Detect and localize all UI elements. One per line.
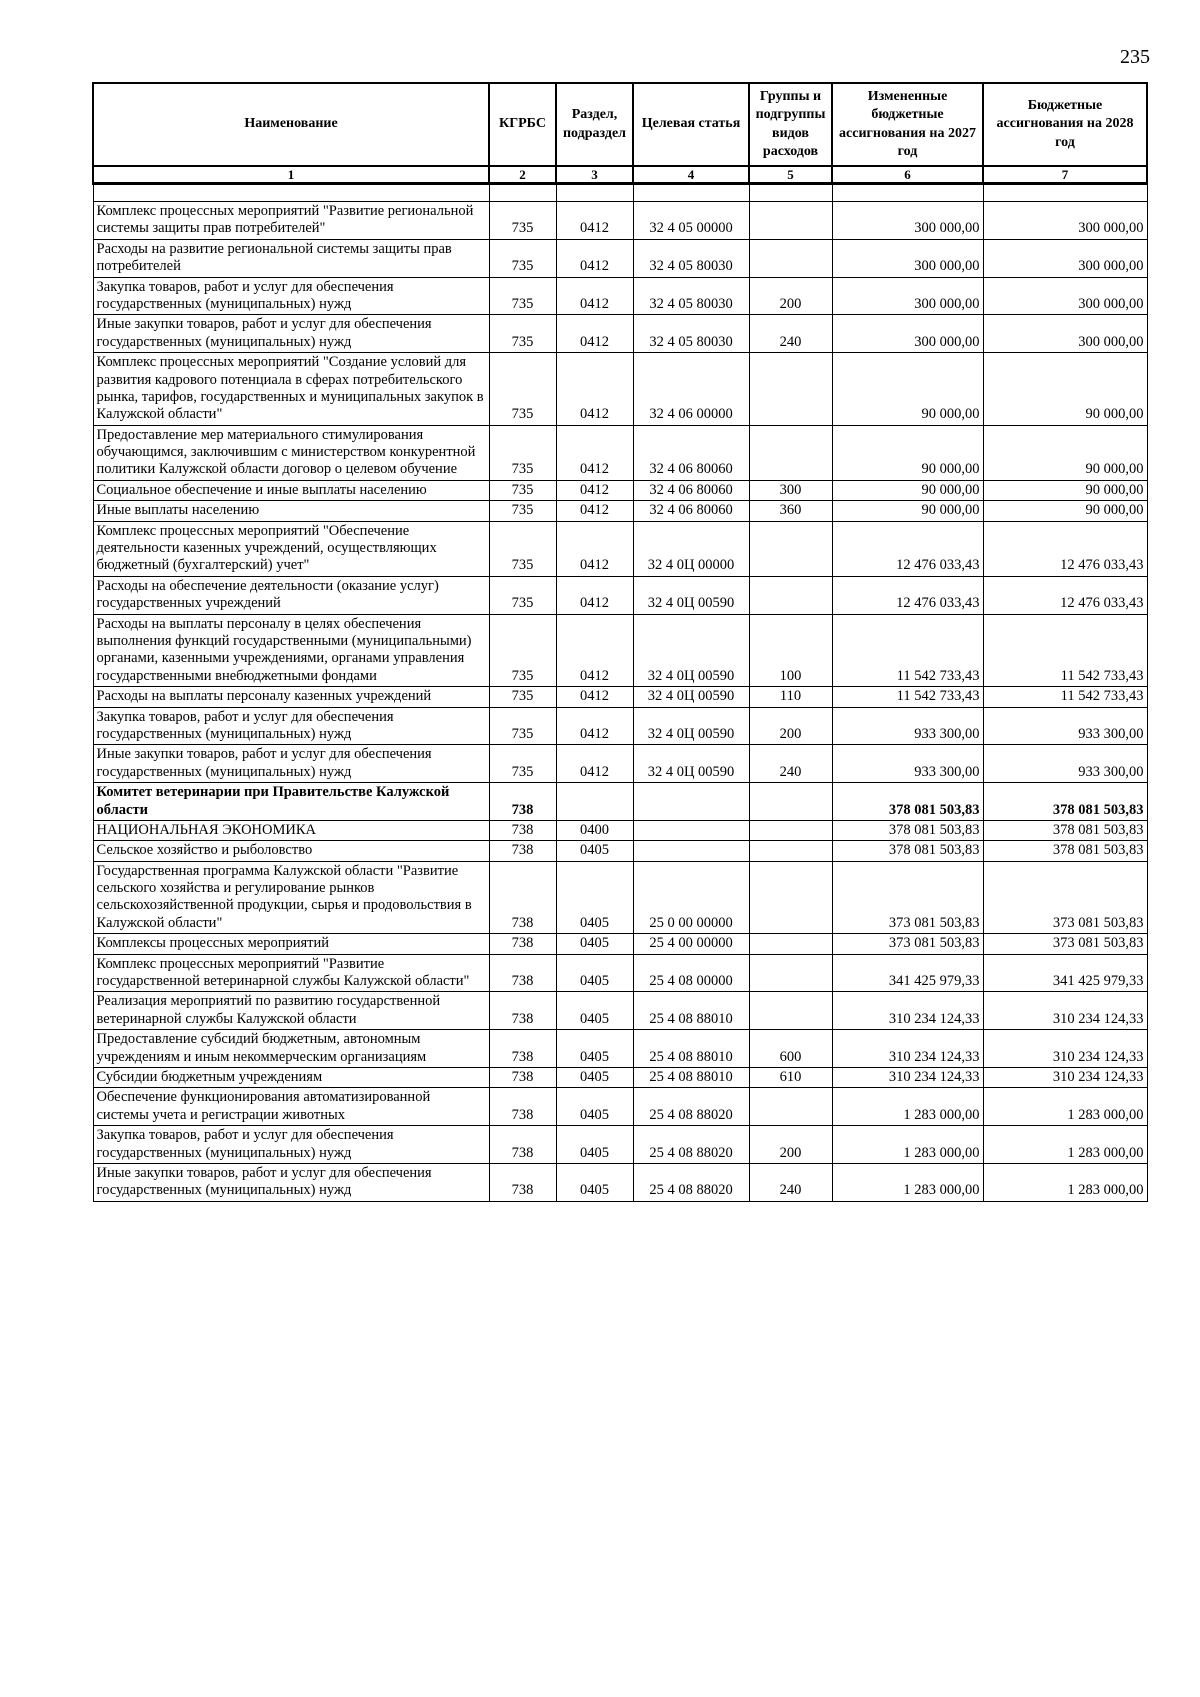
cell-amount-2027: 378 081 503,83 (832, 820, 983, 840)
cell-kgrbs: 735 (489, 353, 556, 426)
cell-amount-2027: 933 300,00 (832, 707, 983, 745)
cell-kgrbs: 738 (489, 783, 556, 821)
cell-statya: 32 4 06 00000 (633, 353, 749, 426)
table-row (93, 315, 1147, 353)
cell-name: Закупка товаров, работ и услуг для обеспечения государственных (муниципальных) нужд (93, 707, 489, 745)
cell-amount-2027: 378 081 503,83 (832, 783, 983, 821)
cell-statya: 25 4 08 88020 (633, 1163, 749, 1201)
cell-amount-2028: 90 000,00 (983, 425, 1147, 480)
cell-kgrbs: 738 (489, 1088, 556, 1126)
cell-kgrbs: 738 (489, 992, 556, 1030)
cell-vid (749, 576, 832, 614)
cell-statya: 25 4 08 88010 (633, 992, 749, 1030)
cell-statya: 25 4 08 00000 (633, 954, 749, 992)
table-row (93, 1126, 1147, 1164)
cell-kgrbs: 735 (489, 745, 556, 783)
cell-razdel: 0412 (556, 480, 633, 500)
cell-vid (749, 954, 832, 992)
cell-kgrbs: 735 (489, 576, 556, 614)
cell-amount-2028: 310 234 124,33 (983, 1067, 1147, 1087)
cell-name: Комплекс процессных мероприятий "Развитие государственной ветеринарной службы Калужской области" (93, 954, 489, 992)
cell-amount-2027: 11 542 733,43 (832, 614, 983, 687)
cell-razdel: 0412 (556, 521, 633, 576)
cell-amount-2027: 12 476 033,43 (832, 521, 983, 576)
cell-amount-2027: 12 476 033,43 (832, 576, 983, 614)
cell-statya: 25 4 08 88020 (633, 1088, 749, 1126)
table-row (93, 954, 1147, 992)
table-row (93, 1067, 1147, 1087)
cell-kgrbs: 738 (489, 1067, 556, 1087)
cell-kgrbs: 738 (489, 820, 556, 840)
cell-name: Расходы на обеспечение деятельности (оказание услуг) государственных учреждений (93, 576, 489, 614)
cell-vid (749, 861, 832, 934)
cell-kgrbs: 735 (489, 614, 556, 687)
cell-razdel: 0412 (556, 501, 633, 521)
cell-amount-2028: 378 081 503,83 (983, 841, 1147, 861)
cell-amount-2027: 11 542 733,43 (832, 687, 983, 707)
cell-kgrbs: 735 (489, 315, 556, 353)
cell-kgrbs: 738 (489, 1126, 556, 1164)
table-row (93, 745, 1147, 783)
cell-name: Комплекс процессных мероприятий "Обеспечение деятельности казенных учреждений, осуществляющих бюджетный (бухгалтерский) учет" (93, 521, 489, 576)
cell-amount-2028: 373 081 503,83 (983, 861, 1147, 934)
table-row (93, 277, 1147, 315)
cell-amount-2028: 1 283 000,00 (983, 1088, 1147, 1126)
cell-kgrbs: 738 (489, 841, 556, 861)
cell-razdel: 0412 (556, 239, 633, 277)
cell-kgrbs: 738 (489, 934, 556, 954)
cell-razdel: 0412 (556, 353, 633, 426)
cell-razdel: 0412 (556, 202, 633, 240)
cell-vid: 100 (749, 614, 832, 687)
cell-vid: 360 (749, 501, 832, 521)
cell-name: Социальное обеспечение и иные выплаты населению (93, 480, 489, 500)
cell-amount-2028: 310 234 124,33 (983, 992, 1147, 1030)
cell-amount-2027: 90 000,00 (832, 425, 983, 480)
cell-amount-2027: 310 234 124,33 (832, 1030, 983, 1068)
cell-vid: 240 (749, 315, 832, 353)
cell-statya: 32 4 06 80060 (633, 501, 749, 521)
cell-statya (633, 783, 749, 821)
cell-razdel: 0405 (556, 1126, 633, 1164)
cell-amount-2028: 310 234 124,33 (983, 1030, 1147, 1068)
cell-name: Закупка товаров, работ и услуг для обеспечения государственных (муниципальных) нужд (93, 1126, 489, 1164)
cell-razdel: 0405 (556, 1088, 633, 1126)
cell-vid: 600 (749, 1030, 832, 1068)
cell-kgrbs: 738 (489, 1030, 556, 1068)
column-number: 7 (983, 166, 1147, 184)
column-header-2027: Измененные бюджетные ассигнования на 2027 год (832, 83, 983, 166)
cell-statya: 32 4 0Ц 00590 (633, 614, 749, 687)
column-header-statya: Целевая статья (633, 83, 749, 166)
cell-amount-2027: 373 081 503,83 (832, 861, 983, 934)
table-row (93, 521, 1147, 576)
cell-amount-2027: 1 283 000,00 (832, 1088, 983, 1126)
column-number: 5 (749, 166, 832, 184)
table-row (93, 501, 1147, 521)
cell-statya: 32 4 05 80030 (633, 315, 749, 353)
table-row (93, 202, 1147, 240)
cell-razdel: 0412 (556, 707, 633, 745)
cell-statya: 25 4 08 88010 (633, 1030, 749, 1068)
cell-name: Иные закупки товаров, работ и услуг для обеспечения государственных (муниципальных) нужд (93, 1163, 489, 1201)
cell-amount-2027: 300 000,00 (832, 315, 983, 353)
cell-kgrbs: 735 (489, 501, 556, 521)
column-header-razdel: Раздел, подраздел (556, 83, 633, 166)
cell-amount-2028: 300 000,00 (983, 202, 1147, 240)
cell-amount-2028: 11 542 733,43 (983, 614, 1147, 687)
cell-razdel: 0412 (556, 745, 633, 783)
cell-vid: 200 (749, 707, 832, 745)
cell-vid (749, 239, 832, 277)
cell-name: Комплексы процессных мероприятий (93, 934, 489, 954)
cell-amount-2027: 310 234 124,33 (832, 1067, 983, 1087)
cell-amount-2027: 90 000,00 (832, 480, 983, 500)
cell-kgrbs: 735 (489, 239, 556, 277)
table-row (93, 353, 1147, 426)
cell-amount-2027: 300 000,00 (832, 202, 983, 240)
cell-vid (749, 202, 832, 240)
cell-amount-2027: 310 234 124,33 (832, 992, 983, 1030)
column-header-name: Наименование (93, 83, 489, 166)
cell-amount-2027: 300 000,00 (832, 239, 983, 277)
table-row (93, 707, 1147, 745)
cell-amount-2028: 90 000,00 (983, 501, 1147, 521)
cell-razdel: 0405 (556, 861, 633, 934)
table-row (93, 576, 1147, 614)
table-row (93, 1088, 1147, 1126)
cell-amount-2027: 933 300,00 (832, 745, 983, 783)
table-row (93, 783, 1147, 821)
column-header-vid: Группы и подгруппы видов расходов (749, 83, 832, 166)
cell-amount-2028: 378 081 503,83 (983, 820, 1147, 840)
table-row (93, 820, 1147, 840)
spacer-row (93, 184, 1147, 202)
cell-razdel: 0412 (556, 576, 633, 614)
cell-amount-2028: 933 300,00 (983, 707, 1147, 745)
cell-vid (749, 425, 832, 480)
cell-amount-2028: 373 081 503,83 (983, 934, 1147, 954)
cell-statya: 32 4 0Ц 00590 (633, 707, 749, 745)
cell-vid (749, 992, 832, 1030)
cell-kgrbs: 738 (489, 954, 556, 992)
cell-name: Предоставление субсидий бюджетным, автономным учреждениям и иным некоммерческим организациям (93, 1030, 489, 1068)
cell-name: Реализация мероприятий по развитию государственной ветеринарной службы Калужской области (93, 992, 489, 1030)
cell-name: НАЦИОНАЛЬНАЯ ЭКОНОМИКА (93, 820, 489, 840)
cell-name: Государственная программа Калужской области "Развитие сельского хозяйства и регулирование рынков сельскохозяйственной продукции, сырья и продовольствия в Калужской области" (93, 861, 489, 934)
cell-name: Иные закупки товаров, работ и услуг для обеспечения государственных (муниципальных) нужд (93, 315, 489, 353)
cell-amount-2028: 933 300,00 (983, 745, 1147, 783)
table-body (93, 184, 1147, 1202)
cell-razdel: 0412 (556, 614, 633, 687)
cell-name: Предоставление мер материального стимулирования обучающимся, заключившим с министерством конкурентной политики Калужской области договор о целевом обучение (93, 425, 489, 480)
cell-kgrbs: 735 (489, 202, 556, 240)
cell-amount-2028: 12 476 033,43 (983, 576, 1147, 614)
cell-name: Комитет ветеринарии при Правительстве Калужской области (93, 783, 489, 821)
cell-kgrbs: 735 (489, 277, 556, 315)
cell-amount-2028: 300 000,00 (983, 239, 1147, 277)
table-row (93, 992, 1147, 1030)
cell-statya (633, 841, 749, 861)
cell-amount-2027: 373 081 503,83 (832, 934, 983, 954)
column-number: 2 (489, 166, 556, 184)
cell-amount-2028: 378 081 503,83 (983, 783, 1147, 821)
cell-statya: 32 4 05 00000 (633, 202, 749, 240)
table-row (93, 239, 1147, 277)
cell-razdel: 0405 (556, 841, 633, 861)
cell-vid: 300 (749, 480, 832, 500)
cell-amount-2027: 1 283 000,00 (832, 1163, 983, 1201)
cell-vid (749, 841, 832, 861)
table-row (93, 614, 1147, 687)
cell-razdel (556, 783, 633, 821)
table-row (93, 480, 1147, 500)
cell-amount-2028: 90 000,00 (983, 480, 1147, 500)
cell-statya: 32 4 0Ц 00590 (633, 745, 749, 783)
cell-statya: 25 0 00 00000 (633, 861, 749, 934)
cell-vid (749, 783, 832, 821)
cell-statya: 32 4 0Ц 00590 (633, 687, 749, 707)
table-row (93, 841, 1147, 861)
cell-vid: 240 (749, 1163, 832, 1201)
cell-razdel: 0412 (556, 425, 633, 480)
cell-vid: 200 (749, 1126, 832, 1164)
cell-amount-2027: 300 000,00 (832, 277, 983, 315)
cell-amount-2027: 378 081 503,83 (832, 841, 983, 861)
table-row (93, 934, 1147, 954)
cell-name: Иные выплаты населению (93, 501, 489, 521)
cell-razdel: 0412 (556, 315, 633, 353)
cell-amount-2028: 90 000,00 (983, 353, 1147, 426)
cell-amount-2028: 11 542 733,43 (983, 687, 1147, 707)
cell-amount-2028: 300 000,00 (983, 277, 1147, 315)
table-row (93, 861, 1147, 934)
cell-kgrbs: 735 (489, 707, 556, 745)
cell-name: Расходы на развитие региональной системы защиты прав потребителей (93, 239, 489, 277)
page-number: 235 (1120, 46, 1150, 68)
cell-statya: 25 4 08 88010 (633, 1067, 749, 1087)
cell-razdel: 0405 (556, 1030, 633, 1068)
column-number: 1 (93, 166, 489, 184)
cell-vid: 200 (749, 277, 832, 315)
cell-name: Обеспечение функционирования автоматизированной системы учета и регистрации животных (93, 1088, 489, 1126)
cell-amount-2027: 341 425 979,33 (832, 954, 983, 992)
cell-vid (749, 1088, 832, 1126)
cell-name: Комплекс процессных мероприятий "Создание условий для развития кадрового потенциала в сферах потребительского рынка, тарифов, государственных и муниципальных закупок в Калужской области" (93, 353, 489, 426)
column-number: 3 (556, 166, 633, 184)
table-row (93, 1030, 1147, 1068)
cell-statya (633, 820, 749, 840)
cell-amount-2028: 1 283 000,00 (983, 1163, 1147, 1201)
cell-razdel: 0405 (556, 1163, 633, 1201)
cell-statya: 32 4 06 80060 (633, 425, 749, 480)
cell-vid: 110 (749, 687, 832, 707)
cell-razdel: 0405 (556, 934, 633, 954)
cell-amount-2027: 90 000,00 (832, 353, 983, 426)
cell-statya: 32 4 05 80030 (633, 277, 749, 315)
cell-kgrbs: 738 (489, 861, 556, 934)
column-number: 4 (633, 166, 749, 184)
table-row (93, 687, 1147, 707)
cell-kgrbs: 735 (489, 521, 556, 576)
cell-vid (749, 521, 832, 576)
cell-name: Расходы на выплаты персоналу в целях обеспечения выполнения функций государственными (муниципальными) органами, казенными учреждениями, органами управления государственными внебюджетными фондами (93, 614, 489, 687)
cell-vid (749, 353, 832, 426)
cell-vid: 240 (749, 745, 832, 783)
cell-name: Расходы на выплаты персоналу казенных учреждений (93, 687, 489, 707)
cell-amount-2027: 1 283 000,00 (832, 1126, 983, 1164)
cell-name: Сельское хозяйство и рыболовство (93, 841, 489, 861)
cell-amount-2028: 341 425 979,33 (983, 954, 1147, 992)
cell-razdel: 0400 (556, 820, 633, 840)
budget-table (92, 82, 1148, 1202)
cell-statya: 25 4 00 00000 (633, 934, 749, 954)
cell-statya: 32 4 0Ц 00590 (633, 576, 749, 614)
cell-kgrbs: 738 (489, 1163, 556, 1201)
table-row (93, 425, 1147, 480)
cell-razdel: 0412 (556, 277, 633, 315)
cell-amount-2027: 90 000,00 (832, 501, 983, 521)
cell-vid (749, 820, 832, 840)
column-number: 6 (832, 166, 983, 184)
column-header-kgrbs: КГРБС (489, 83, 556, 166)
cell-name: Иные закупки товаров, работ и услуг для обеспечения государственных (муниципальных) нужд (93, 745, 489, 783)
cell-kgrbs: 735 (489, 425, 556, 480)
column-number-row (93, 166, 1147, 184)
cell-kgrbs: 735 (489, 480, 556, 500)
cell-amount-2028: 12 476 033,43 (983, 521, 1147, 576)
cell-name: Закупка товаров, работ и услуг для обеспечения государственных (муниципальных) нужд (93, 277, 489, 315)
cell-vid: 610 (749, 1067, 832, 1087)
table-row (93, 1163, 1147, 1201)
cell-statya: 32 4 05 80030 (633, 239, 749, 277)
cell-razdel: 0405 (556, 954, 633, 992)
cell-name: Субсидии бюджетным учреждениям (93, 1067, 489, 1087)
cell-name: Комплекс процессных мероприятий "Развитие региональной системы защиты прав потребителей" (93, 202, 489, 240)
cell-amount-2028: 1 283 000,00 (983, 1126, 1147, 1164)
cell-statya: 32 4 0Ц 00000 (633, 521, 749, 576)
column-header-2028: Бюджетные ассигнования на 2028 год (983, 83, 1147, 166)
cell-amount-2028: 300 000,00 (983, 315, 1147, 353)
cell-razdel: 0405 (556, 1067, 633, 1087)
header-row (93, 83, 1147, 166)
cell-kgrbs: 735 (489, 687, 556, 707)
cell-razdel: 0405 (556, 992, 633, 1030)
cell-vid (749, 934, 832, 954)
cell-razdel: 0412 (556, 687, 633, 707)
cell-statya: 25 4 08 88020 (633, 1126, 749, 1164)
cell-statya: 32 4 06 80060 (633, 480, 749, 500)
